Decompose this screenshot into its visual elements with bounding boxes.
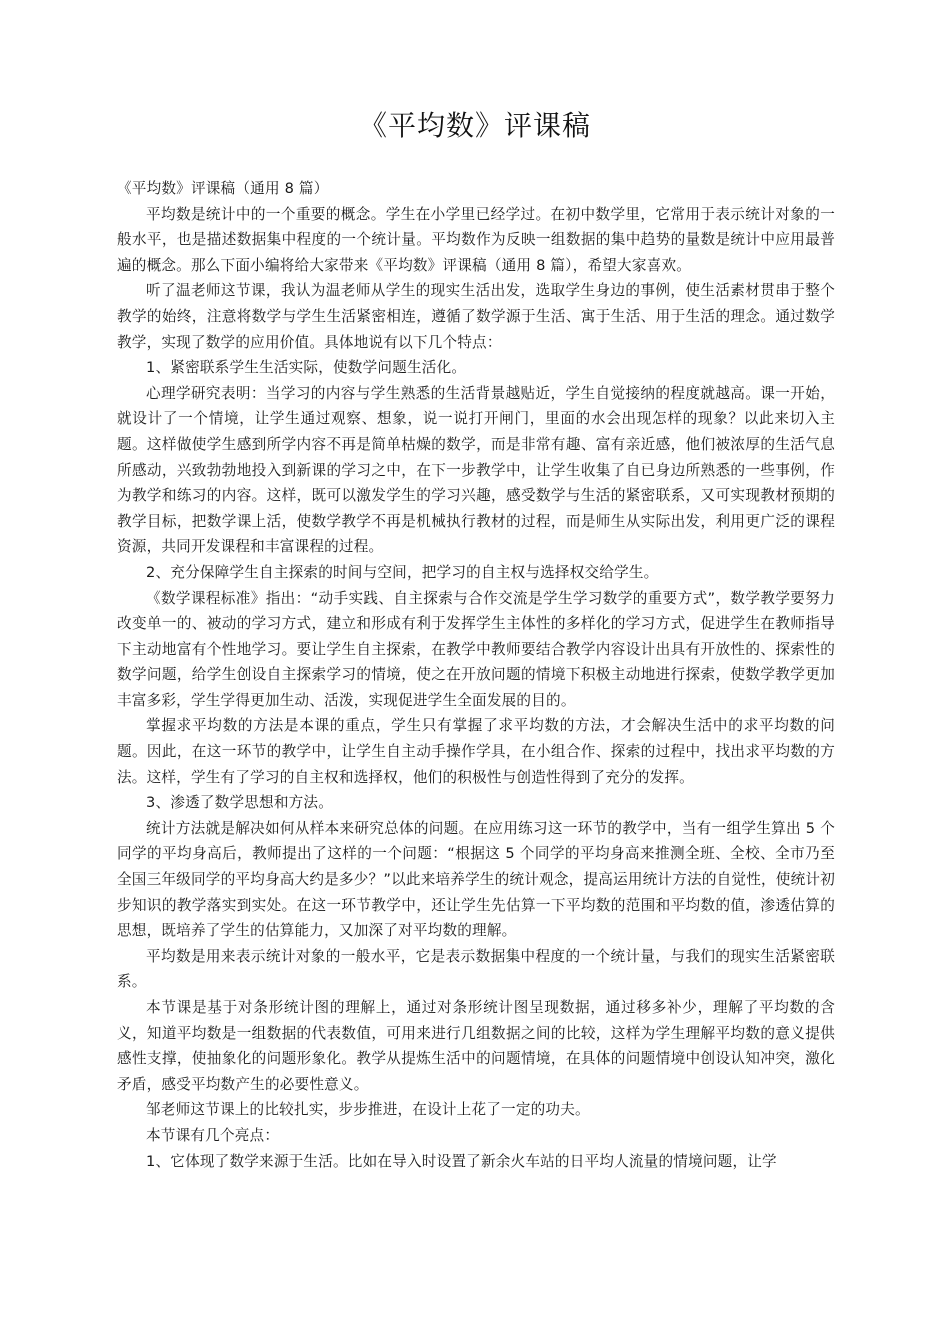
paragraph: 3、渗透了数学思想和方法。 xyxy=(146,794,334,812)
paragraph: 平均数是用来表示统计对象的一般水平，它是表示数据集中程度的一个统计量，与我们的现实生活紧密联系。 xyxy=(117,947,835,991)
paragraph: 1、它体现了数学来源于生活。比如在导入时设置了新余火车站的日平均人流量的情境问题，让学 xyxy=(146,1152,777,1170)
paragraph: 本节课是基于对条形统计图的理解上，通过对条形统计图呈现数据，通过移多补少，理解了平均数的含义，知道平均数是一组数据的代表数值，可用来进行几组数据之间的比较，这样为学生理解平均数的意义提供感性支撑，使抽象化的问题形象化。教学从提炼生活中的问题情境，在具体的问题情境中创设认知冲突，激化矛盾，感受平均数产生的必要性意义。 xyxy=(117,999,835,1093)
paragraph: 邹老师这节课上的比较扎实，步步推进，在设计上花了一定的功夫。 xyxy=(146,1101,590,1119)
paragraph: 统计方法就是解决如何从样本来研究总体的问题。在应用练习这一环节的教学中，当有一组学生算出 5 个同学的平均身高后，教师提出了这样的一个问题：“根据这 5 个同学的平均身高来推测全班、全校、全市乃至全国三年级同学的平均身高大约是多少？”以此来培养学生的统计观念，提高运用统计方法的自觉性，使统计初步知识的教学落实到实处。在这一环节教学中，还让学生先估算一下平均数的范围和平均数的值，渗透估算的思想，既培养了学生的估算能力，又加深了对平均数的理解。 xyxy=(117,819,835,940)
paragraph: 本节课有几个亮点： xyxy=(146,1126,280,1144)
paragraph: 《数学课程标准》指出：“动手实践、自主探索与合作交流是学生学习数学的重要方式”，数学教学要努力改变单一的、被动的学习方式，建立和形成有利于发挥学生主体性的多样化的学习方式，促进学生在教师指导下主动地富有个性地学习。要让学生自主探索，在教学中教师要结合教学内容设计出具有开放性的、探索性的数学问题，给学生创设自主探索学习的情境，使之在开放问题的情境下积极主动地进行探索，使数学教学更加丰富多彩，学生学得更加生动、活泼，实现促进学生全面发展的目的。 xyxy=(117,589,835,709)
document-body xyxy=(117,176,835,1174)
paragraph: 2、充分保障学生自主探索的时间与空间，把学习的自主权与选择权交给学生。 xyxy=(146,563,659,581)
paragraph: 掌握求平均数的方法是本课的重点，学生只有掌握了求平均数的方法，才会解决生活中的求平均数的问题。因此，在这一环节的教学中，让学生自主动手操作学具，在小组合作、探索的过程中，找出求平均数的方法。这样，学生有了学习的自主权和选择权，他们的积极性与创造性得到了充分的发挥。 xyxy=(117,717,835,786)
paragraph: 心理学研究表明：当学习的内容与学生熟悉的生活背景越贴近，学生自觉接纳的程度就越高。课一开始，就设计了一个情境，让学生通过观察、想象，说一说打开闸门，里面的水会出现怎样的现象？以此来切入主题。这样做使学生感到所学内容不再是简单枯燥的数学，而是非常有趣、富有亲近感，他们被浓厚的生活气息所感动，兴致勃勃地投入到新课的学习之中，在下一步教学中，让学生收集了自已身边所熟悉的一些事例，作为教学和练习的内容。这样，既可以激发学生的学习兴趣，感受数学与生活的紧密联系，又可实现教材预期的教学目标，把数学课上活，使数学教学不再是机械执行教材的过程，而是师生从实际出发，利用更广泛的课程资源，共同开发课程和丰富课程的过程。 xyxy=(117,384,835,556)
document-title: 《平均数》评课稿 xyxy=(358,109,591,142)
paragraph: 听了温老师这节课，我认为温老师从学生的现实生活出发，选取学生身边的事例，使生活素材贯串于整个教学的始终，注意将数学与学生生活紧密相连，遵循了数学源于生活、寓于生活、用于生活的理念。通过数学教学，实现了数学的应用价值。具体地说有以下几个特点： xyxy=(117,282,835,351)
paragraph: 《平均数》评课稿（通用 8 篇） xyxy=(117,180,329,197)
paragraph: 平均数是统计中的一个重要的概念。学生在小学里已经学过。在初中数学里，它常用于表示统计对象的一般水平，也是描述数据集中程度的一个统计量。平均数作为反映一组数据的集中趋势的量数是统计中应用最普遍的概念。那么下面小编将给大家带来《平均数》评课稿（通用 8 篇），希望大家喜欢。 xyxy=(117,205,835,274)
paragraph: 1、紧密联系学生生活实际，使数学问题生活化。 xyxy=(146,359,467,377)
